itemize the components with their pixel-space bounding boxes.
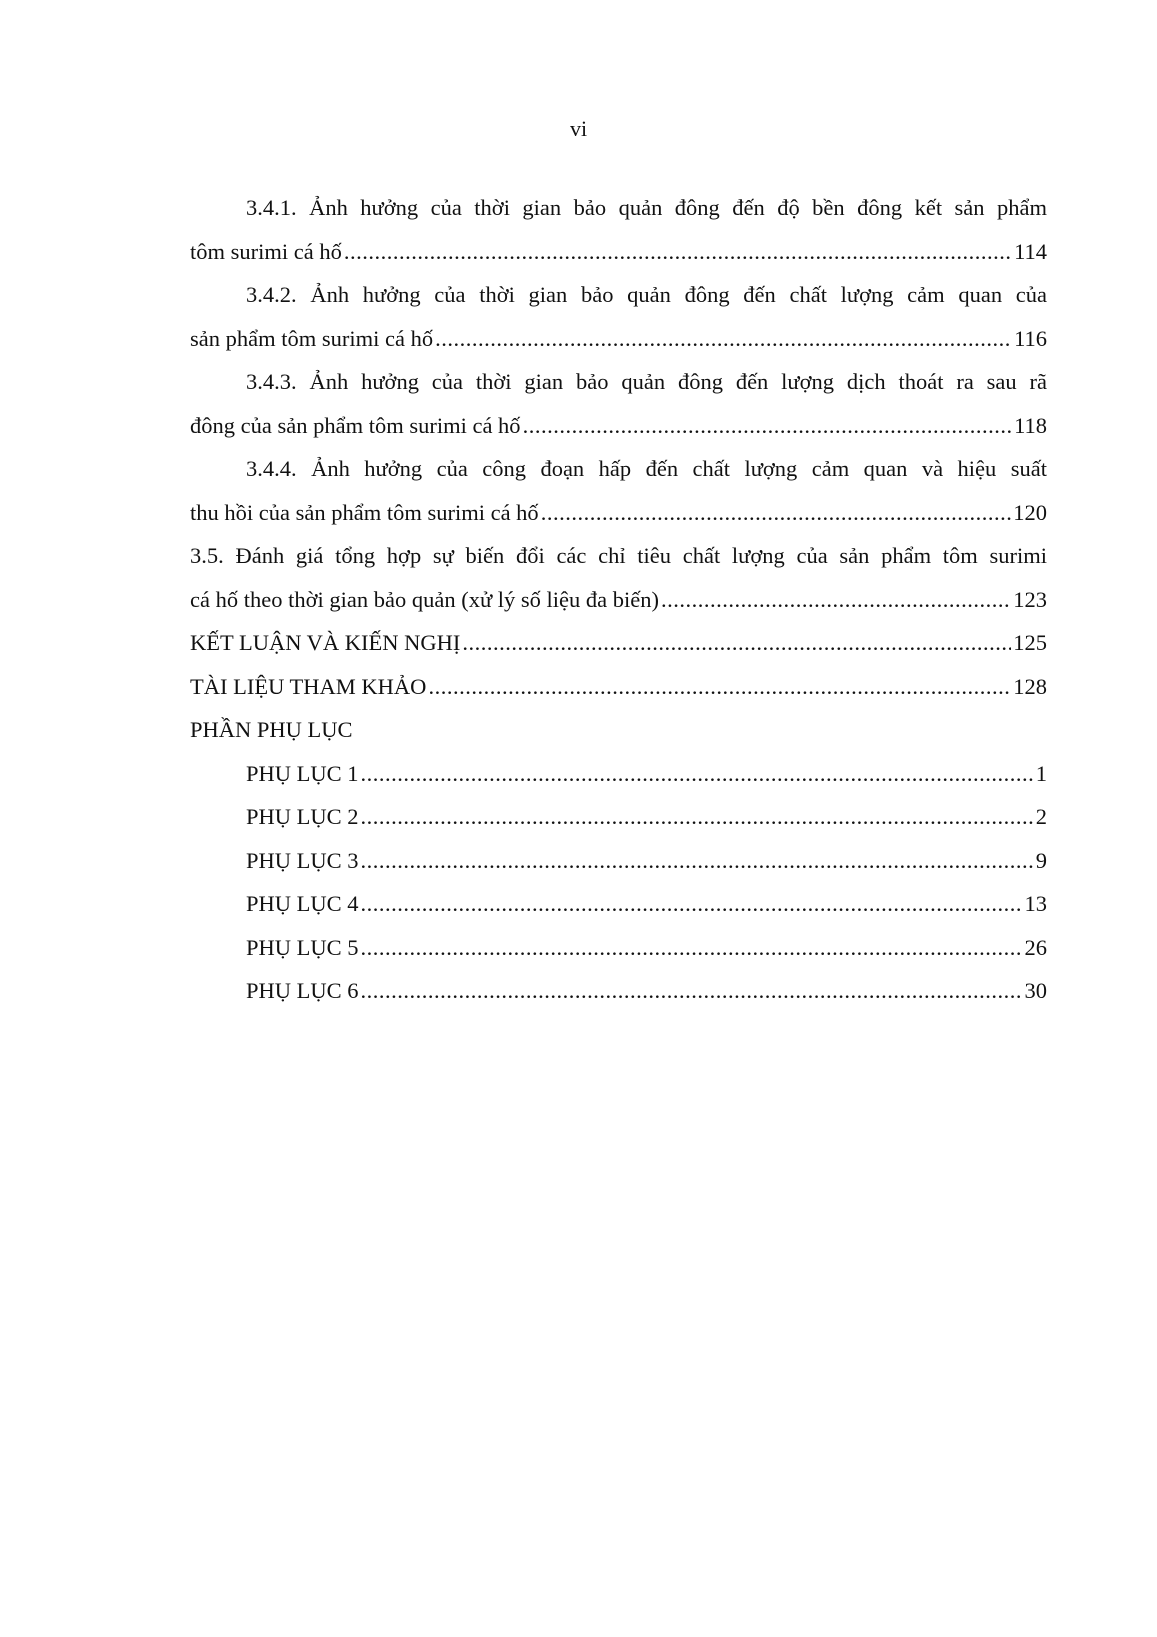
appendix-heading: PHẦN PHỤ LỤC	[190, 717, 353, 742]
toc-entry-appendix-5[interactable]	[190, 926, 1047, 970]
dot-leader	[661, 578, 1011, 622]
dot-leader	[361, 926, 1023, 970]
dot-leader	[361, 795, 1034, 839]
toc-page-number: 120	[1013, 499, 1047, 525]
toc-entry-appendix-3[interactable]	[190, 839, 1047, 883]
toc-page-number: 128	[1013, 673, 1047, 699]
toc-entry-text: đông của sản phẩm tôm surimi cá hố	[190, 412, 521, 438]
dot-leader	[435, 317, 1012, 361]
dot-leader	[361, 969, 1023, 1013]
toc-entry-text: TÀI LIỆU THAM KHẢO	[190, 673, 427, 699]
toc-page-number: 26	[1024, 934, 1047, 960]
toc-page-number: 118	[1014, 412, 1047, 438]
toc-page-number: 30	[1024, 978, 1047, 1003]
toc-entry-3-4-4-line-2[interactable]	[190, 491, 1047, 535]
toc-entry-3-4-2-line-2[interactable]	[190, 317, 1047, 361]
toc-entry-text: sản phẩm tôm surimi cá hố	[190, 325, 434, 351]
toc-entry-text: cá hố theo thời gian bảo quản (xử lý số liệu đa biến)	[190, 586, 659, 612]
toc-page-number: 2	[1035, 804, 1047, 829]
dot-leader	[344, 230, 1012, 274]
toc-entry-text: PHỤ LỤC 6	[246, 978, 359, 1003]
toc-entry-appendix-2[interactable]	[190, 795, 1047, 839]
toc-page-number: 123	[1013, 586, 1047, 612]
toc-page-number: 125	[1013, 630, 1047, 655]
dot-leader	[361, 839, 1034, 883]
toc-entry-3-4-2-line-1[interactable]: 3.4.2. Ảnh hưởng của thời gian bảo quản đông đến chất lượng cảm quan của	[246, 282, 1047, 307]
dot-leader	[361, 752, 1034, 796]
toc-entry-3-4-3-line-1[interactable]: 3.4.3. Ảnh hưởng của thời gian bảo quản đông đến lượng dịch thoát ra sau rã	[246, 369, 1047, 394]
dot-leader	[462, 621, 1011, 665]
toc-entry-appendix-6[interactable]	[190, 969, 1047, 1013]
toc-entry-conclusion[interactable]	[190, 621, 1047, 665]
dot-leader	[361, 882, 1023, 926]
toc-entry-text: PHỤ LỤC 5	[246, 934, 359, 960]
toc-entry-appendix-4[interactable]	[190, 882, 1047, 926]
toc-entry-text: PHỤ LỤC 4	[246, 891, 359, 916]
toc-entry-text: tôm surimi cá hố	[190, 238, 342, 264]
toc-entry-text: PHỤ LỤC 1	[246, 760, 359, 786]
toc-page-number: 1	[1035, 760, 1047, 786]
toc-page-number: 114	[1014, 238, 1047, 264]
table-of-contents	[190, 186, 1047, 1013]
toc-entry-text: KẾT LUẬN VÀ KIẾN NGHỊ	[190, 630, 461, 655]
page-number: vi	[569, 116, 588, 141]
dot-leader	[523, 404, 1013, 448]
toc-entry-appendix-1[interactable]	[190, 752, 1047, 796]
toc-page-number: 116	[1014, 325, 1047, 351]
toc-entry-3-5-line-2[interactable]	[190, 578, 1047, 622]
toc-entry-text: PHỤ LỤC 2	[246, 804, 359, 829]
dot-leader	[428, 665, 1011, 709]
toc-entry-3-4-3-line-2[interactable]	[190, 404, 1047, 448]
toc-entry-text: PHỤ LỤC 3	[246, 847, 359, 873]
toc-entry-text: thu hồi của sản phẩm tôm surimi cá hố	[190, 499, 539, 525]
toc-page-number: 13	[1024, 891, 1047, 916]
dot-leader	[541, 491, 1012, 535]
toc-entry-3-4-1-line-1[interactable]: 3.4.1. Ảnh hưởng của thời gian bảo quản đông đến độ bền đông kết sản phẩm	[246, 195, 1047, 220]
toc-entry-references[interactable]	[190, 665, 1047, 709]
toc-entry-3-5-line-1[interactable]: 3.5. Đánh giá tổng hợp sự biến đổi các chỉ tiêu chất lượng của sản phẩm tôm surimi	[190, 543, 1047, 568]
toc-entry-3-4-1-line-2[interactable]	[190, 230, 1047, 274]
toc-page-number: 9	[1035, 847, 1047, 873]
toc-entry-3-4-4-line-1[interactable]: 3.4.4. Ảnh hưởng của công đoạn hấp đến chất lượng cảm quan và hiệu suất	[246, 456, 1047, 481]
